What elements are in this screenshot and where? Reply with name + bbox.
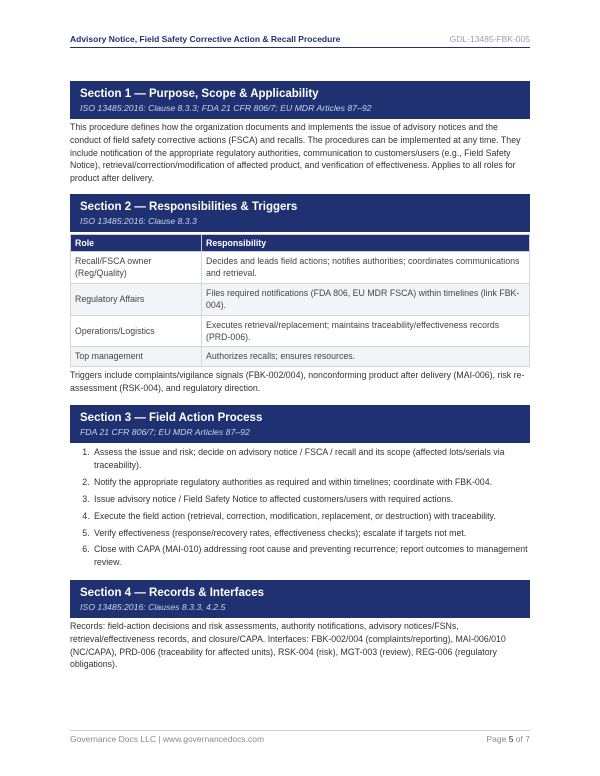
process-step: 5. Verify effectiveness (response/recovery rates, effectiveness checks); escalate if targets not met. (92, 527, 530, 540)
page-total: 7 (525, 734, 530, 744)
process-step: 1. Assess the issue and risk; decide on advisory notice / FSCA / recall and its scope (affected lots/serials via traceability). (92, 446, 530, 471)
page-word: Page (486, 734, 507, 744)
section-4-body: Records: field-action decisions and risk assessments, authority notifications, advisory notices/FSNs, retrieval/effectiveness records, and closure/CAPA. Interfaces: FBK-002/004 (complaints/reporting), MAI-006/010 (NC/CAPA), PRD-006 (traceability for affected units), RSK-004 (risk), MGT-003 (review), REG-006 (regulatory obligations). (70, 620, 506, 670)
role-cell: Recall/FSCA owner (Reg/Quality) (71, 251, 202, 283)
page-separator: of (515, 734, 523, 744)
process-step: 3. Issue advisory notice / Field Safety Notice to affected customers/users with required actions. (92, 493, 530, 506)
section-2-reference: ISO 13485:2016: Clause 8.3.3 (80, 215, 197, 226)
page-content (70, 81, 530, 671)
column-header-role: Role (71, 234, 202, 251)
section-4-header (70, 580, 530, 618)
table-row (71, 315, 530, 347)
section-4-reference: ISO 13485:2016: Clauses 8.3.3, 4.2.5 (80, 601, 226, 612)
process-step: 2. Notify the appropriate regulatory authorities as required and within timelines; coordinate with FBK-004. (92, 476, 530, 489)
responsibility-cell: Files required notifications (FDA 806, EU MDR FSCA) within timelines (link FBK-004). (202, 283, 530, 315)
table-row (71, 347, 530, 366)
table-row (71, 251, 530, 283)
section-3-header (70, 405, 530, 443)
section-4-title: Section 4 — Records & Interfaces (80, 586, 265, 599)
page-current: 5 (508, 734, 514, 744)
section-3-title: Section 3 — Field Action Process (80, 412, 263, 425)
responsibility-cell: Authorizes recalls; ensures resources. (202, 347, 530, 366)
table-header-row (71, 234, 530, 251)
section-1-reference: ISO 13485:2016: Clause 8.3.3; FDA 21 CFR 806/7; EU MDR Articles 87–92 (80, 103, 372, 113)
process-step: 4. Execute the field action (retrieval, correction, modification, replacement, or destruction) with traceability. (92, 510, 530, 523)
responsibility-cell: Executes retrieval/replacement; maintains traceability/effectiveness records (PRD-006). (202, 315, 530, 347)
role-cell: Regulatory Affairs (71, 283, 202, 315)
section-2-title: Section 2 — Responsibilities & Triggers (80, 200, 298, 213)
section-1-header (70, 81, 530, 119)
section-1-body: This procedure defines how the organization documents and implements the issue of advisory notices and the conduct of field safety corrective actions (FSCA) and recalls. The procedures can be implemented at any time. They include notification of the appropriate regulatory authorities, communication to customers/users (e.g., Field Safety Notice), retrieval/correction/modification of affected product, and verification of effectiveness. Applies to all roles for product after delivery. (70, 122, 521, 184)
section-3-reference: FDA 21 CFR 806/7; EU MDR Articles 87–92 (80, 427, 250, 438)
document-title: Advisory Notice, Field Safety Corrective Action & Recall Procedure (70, 34, 341, 44)
section-1-title: Section 1 — Purpose, Scope & Applicability (80, 88, 319, 100)
responsibility-cell: Decides and leads field actions; notifies authorities; coordinates communications and retrieval. (202, 251, 530, 283)
document-code: GDL-13485-FBK-005 (449, 34, 530, 44)
role-cell: Top management (71, 347, 202, 366)
section-2-header (70, 194, 530, 232)
process-steps-list (70, 446, 530, 568)
page-number (486, 734, 530, 744)
company-info: Governance Docs LLC | www.governancedocs.com (70, 734, 265, 744)
page-header (70, 32, 530, 48)
role-cell: Operations/Logistics (71, 315, 202, 347)
page-footer (70, 730, 530, 744)
table-row (71, 283, 530, 315)
process-step: 6. Close with CAPA (MAI-010) addressing root cause and preventing recurrence; report outcomes to management review. (92, 543, 530, 568)
column-header-responsibility: Responsibility (202, 234, 530, 251)
section-2-triggers: Triggers include complaints/vigilance signals (FBK-002/004), nonconforming product after delivery (MAI-006), risk re-assessment (RSK-004), and regulatory direction. (70, 369, 525, 393)
responsibilities-table (70, 234, 530, 367)
